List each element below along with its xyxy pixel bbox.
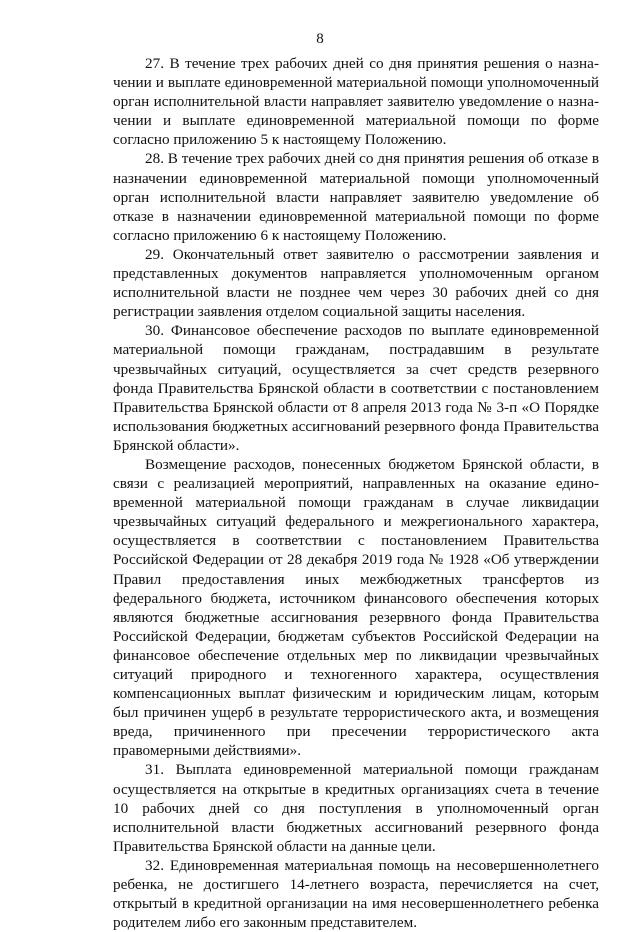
- paragraph-28: 28. В течение трех рабочих дней со дня принятия решения об отказе в назначении единовременной материальной помощи уполномоченный орган исполнительной власти направляет заявителю уведомление об отказе в назначении единовременной материальной помощи по форме согласно приложению 6 к настоящему Положению.: [113, 150, 599, 244]
- paragraph-31: 31. Выплата единовременной материальной помощи гражданам осуществляется на открытые в кредитных организациях счета в течение 10 рабочих дней со дня поступления в уполномоченный орган исполнительной власти бюджетных ассигнований резервного фонда Правительства Брянской области на данные цели.: [113, 761, 599, 855]
- paragraph-30: 30. Финансовое обеспечение расходов по выплате единовременной материальной помощи гражданам, пострадавшим в результате чрезвычайных ситуаций, осуществляется за счет средств резервного фонда Правительства Брянской области в соответствии с постановлением Правительства Брянской области от 8 апреля 2013 года № 3-п «О Порядке использования бюджетных ассигнований резервного фонда Правительства Брянской области».: [113, 322, 599, 454]
- page-number: 8: [316, 31, 324, 47]
- paragraph-27: 27. В течение трех рабочих дней со дня принятия решения о назначении и выплате единовременной материальной помощи уполномоченный орган исполнительной власти направляет заявителю уведомление о назначении и выплате единовременной материальной помощи по форме согласно приложению 5 к настоящему Положению.: [113, 55, 599, 149]
- paragraph-29: 29. Окончательный ответ заявителю о рассмотрении заявления и представленных документов направляется уполномоченным органом исполнительной власти не позднее чем через 30 рабочих дней со дня регистрации заявления отделом социальной защиты населения.: [113, 245, 599, 321]
- paragraph-30-reimbursement: Возмещение расходов, понесенных бюджетом Брянской области, в связи с реализацией мероприятий, направленных на оказание единовременной материальной помощи гражданам в случае ликвидации чрезвычайных ситуаций федерального и межрегионального характера, осуществляется в соответствии с постановлением Правительства Российской Федерации от 28 декабря 2019 года № 1928 «Об утверждении Правил предоставления иных межбюджетных трансфертов из федерального бюджета, источником финансового обеспечения которых являются бюджетные ассигнования резервного фонда Правительства Российской Федерации, бюджетам субъектов Российской Федерации на финансовое обеспечение отдельных мер по ликвидации чрезвычайных ситуаций природного и техногенного характера, осуществления компенсационных выплат физическим и юридическим лицам, которым был причинен ущерб в результате террористического акта, и возмещения вреда, причиненного при пресечении террористического акта правомерными действиями».: [113, 455, 599, 760]
- document-body: [113, 54, 599, 932]
- paragraph-32: 32. Единовременная материальная помощь на несовершеннолетнего ребенка, не достигшего 14-летнего возраста, перечисляется на счет, открытый в кредитной организации на имя несовершеннолетнего ребенка родителем либо его законным представителем.: [113, 856, 599, 932]
